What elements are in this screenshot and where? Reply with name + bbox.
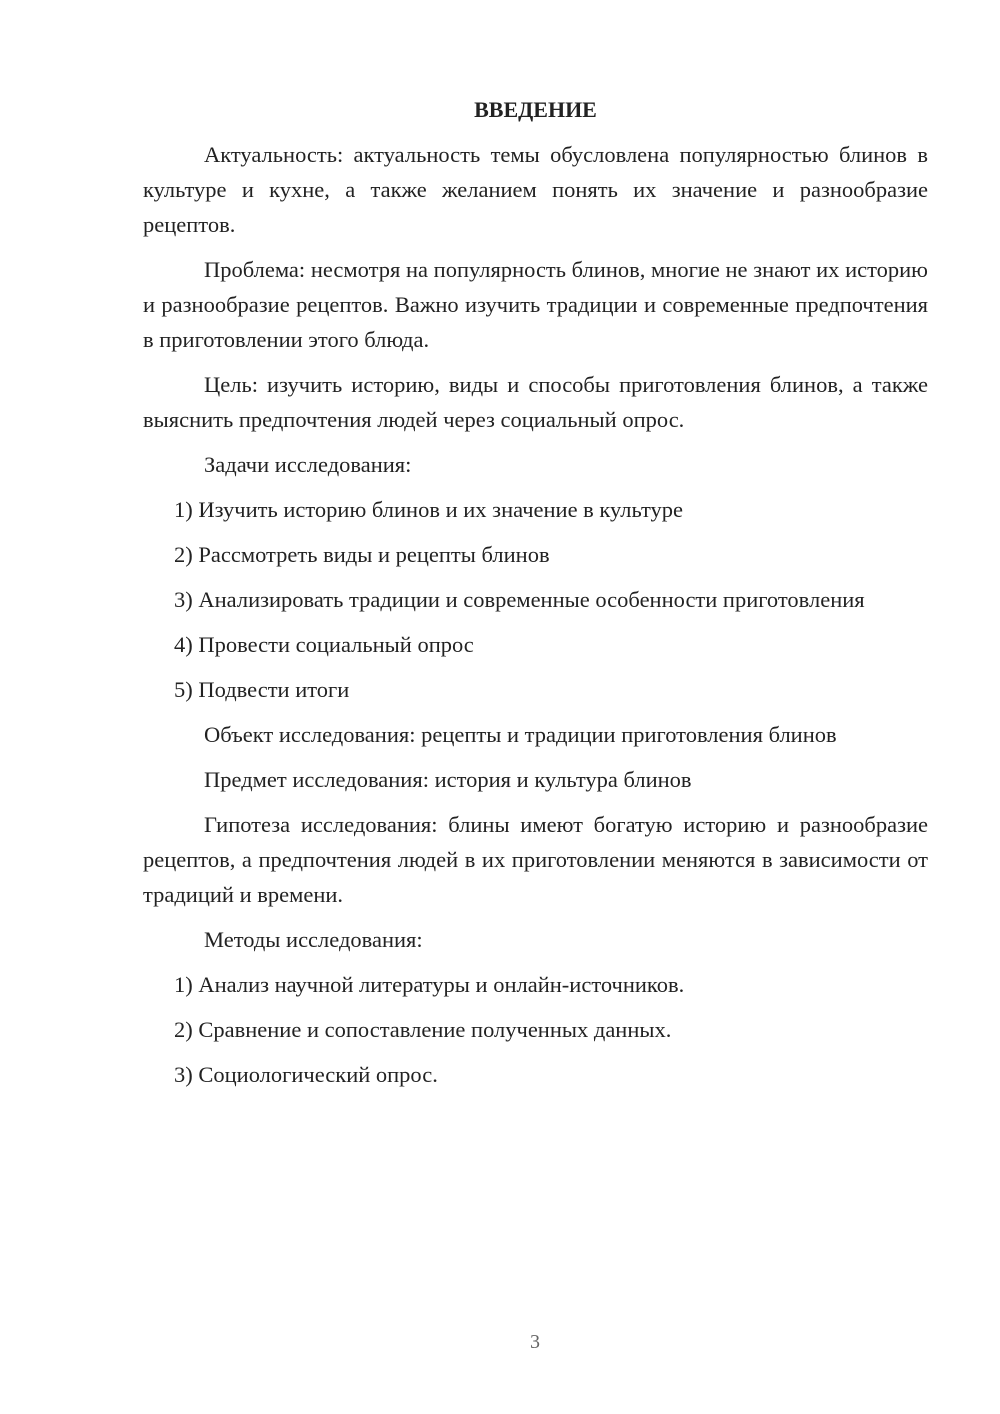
page-number: 3 bbox=[530, 1331, 540, 1353]
task-item-4: 4) Провести социальный опрос bbox=[174, 632, 474, 657]
method-item-2: 2) Сравнение и сопоставление полученных данных. bbox=[174, 1017, 672, 1042]
paragraph-hypothesis: Гипотеза исследования: блины имеют богатую историю и разнообразие рецептов, а предпочтения людей в их приготовлении меняются в зависимости от традиций и времени. bbox=[143, 812, 928, 907]
paragraph-problem: Проблема: несмотря на популярность блинов, многие не знают их историю и разнообразие рецептов. Важно изучить традиции и современные предпочтения в приготовлении этого блюда. bbox=[143, 257, 928, 352]
tasks-heading: Задачи исследования: bbox=[204, 452, 412, 477]
paragraph-relevance: Актуальность: актуальность темы обусловлена популярностью блинов в культуре и кухне, а также желанием понять их значение и разнообразие рецептов. bbox=[143, 142, 928, 237]
method-item-1: 1) Анализ научной литературы и онлайн-источников. bbox=[174, 972, 685, 997]
paragraph-subject: Предмет исследования: история и культура блинов bbox=[204, 767, 692, 792]
task-item-1: 1) Изучить историю блинов и их значение в культуре bbox=[174, 497, 683, 522]
task-item-3: 3) Анализировать традиции и современные особенности приготовления bbox=[174, 587, 865, 612]
page-title: ВВЕДЕНИЕ bbox=[474, 97, 597, 122]
paragraph-object: Объект исследования: рецепты и традиции приготовления блинов bbox=[204, 722, 837, 747]
task-item-5: 5) Подвести итоги bbox=[174, 677, 350, 702]
methods-heading: Методы исследования: bbox=[204, 927, 423, 952]
method-item-3: 3) Социологический опрос. bbox=[174, 1062, 438, 1087]
task-item-2: 2) Рассмотреть виды и рецепты блинов bbox=[174, 542, 550, 567]
page-content bbox=[143, 92, 928, 1102]
paragraph-goal: Цель: изучить историю, виды и способы приготовления блинов, а также выяснить предпочтения людей через социальный опрос. bbox=[143, 372, 928, 432]
